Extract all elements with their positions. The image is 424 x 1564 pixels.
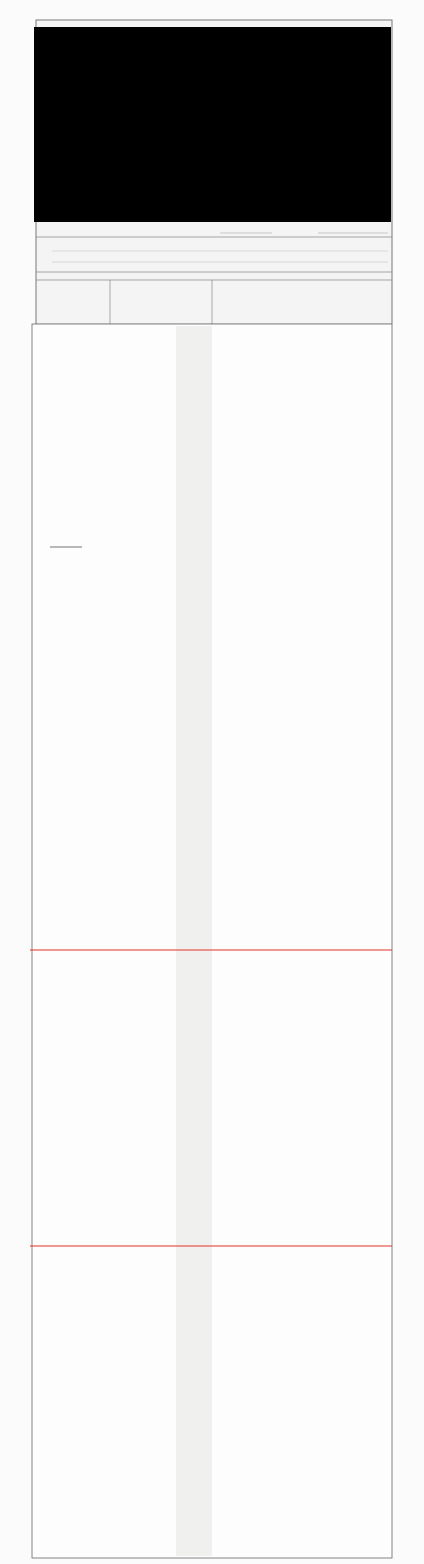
depth-track bbox=[176, 326, 212, 1556]
redaction-block bbox=[34, 27, 391, 222]
log-header bbox=[34, 20, 392, 324]
log-paper bbox=[32, 324, 392, 1558]
